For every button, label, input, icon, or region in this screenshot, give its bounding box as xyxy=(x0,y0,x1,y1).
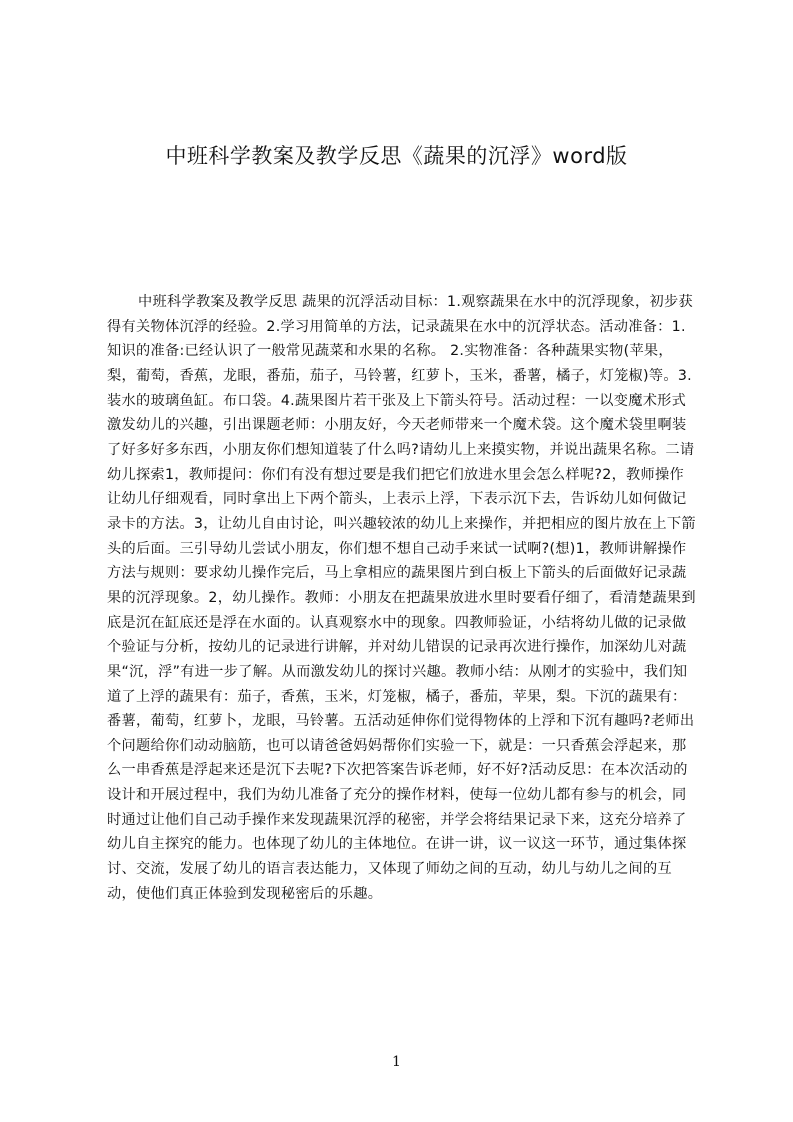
page-number: 1 xyxy=(392,1054,401,1070)
document-body-paragraph: 中班科学教案及教学反思 蔬果的沉浮活动目标：1.观察蔬果在水中的沉浮现象，初步获得有关物体沉浮的经验。2.学习用简单的方法，记录蔬果在水中的沉浮状态。活动准备：1.知识的准备:已经认识了一般常见蔬菜和水果的名称。 2.实物准备：各种蔬果实物(苹果，梨，葡萄，香蕉，龙眼，番茄，茄子，马铃薯，红萝卜，玉米，番薯，橘子，灯笼椒)等。3.装水的玻璃鱼缸。布口袋。4.蔬果图片若干张及上下箭头符号。活动过程：一以变魔术形式激发幼儿的兴趣，引出课题老师：小朋友好，今天老师带来一个魔术袋。这个魔术袋里啊装了好多好多东西，小朋友你们想知道装了什么吗?请幼儿上来摸实物，并说出蔬果名称。二请幼儿探索1，教师提问：你们有没有想过要是我们把它们放进水里会怎么样呢?2，教师操作让幼儿仔细观看，同时拿出上下两个箭头，上表示上浮，下表示沉下去，告诉幼儿如何做记录卡的方法。3，让幼儿自由讨论，叫兴趣较浓的幼儿上来操作，并把相应的图片放在上下箭头的后面。三引导幼儿尝试小朋友，你们想不想自己动手来试一试啊?(想)1，教师讲解操作方法与规则：要求幼儿操作完后，马上拿相应的蔬果图片到白板上下箭头的后面做好记录蔬果的沉浮现象。2，幼儿操作。教师：小朋友在把蔬果放进水里时要看仔细了，看清楚蔬果到底是沉在缸底还是浮在水面的。认真观察水中的现象。四教师验证，小结将幼儿做的记录做个验证与分析，按幼儿的记录进行讲解，并对幼儿错误的记录再次进行操作，加深幼儿对蔬果“沉，浮”有进一步了解。从而激发幼儿的探讨兴趣。教师小结：从刚才的实验中，我们知道了上浮的蔬果有：茄子，香蕉，玉米，灯笼椒，橘子，番茄，苹果，梨。下沉的蔬果有：番薯，葡萄，红萝卜，龙眼，马铃薯。五活动延伸你们觉得物体的上浮和下沉有趣吗?老师出个问题给你们动动脑筋，也可以请爸爸妈妈帮你们实验一下，就是：一只香蕉会浮起来，那么一串香蕉是浮起来还是沉下去呢?下次把答案告诉老师，好不好?活动反思：在本次活动的设计和开展过程中，我们为幼儿准备了充分的操作材料，使每一位幼儿都有参与的机会，同时通过让他们自己动手操作来发现蔬果沉浮的秘密，并学会将结果记录下来，这充分培养了幼儿自主探究的能力。也体现了幼儿的主体地位。在讲一讲，议一议这一环节，通过集体探讨、交流，发展了幼儿的语言表达能力，又体现了师幼之间的互动，幼儿与幼儿之间的互动，使他们真正体验到发现秘密后的乐趣。 xyxy=(107,294,696,902)
document-title: 中班科学教案及教学反思《蔬果的沉浮》word版 xyxy=(165,144,628,168)
